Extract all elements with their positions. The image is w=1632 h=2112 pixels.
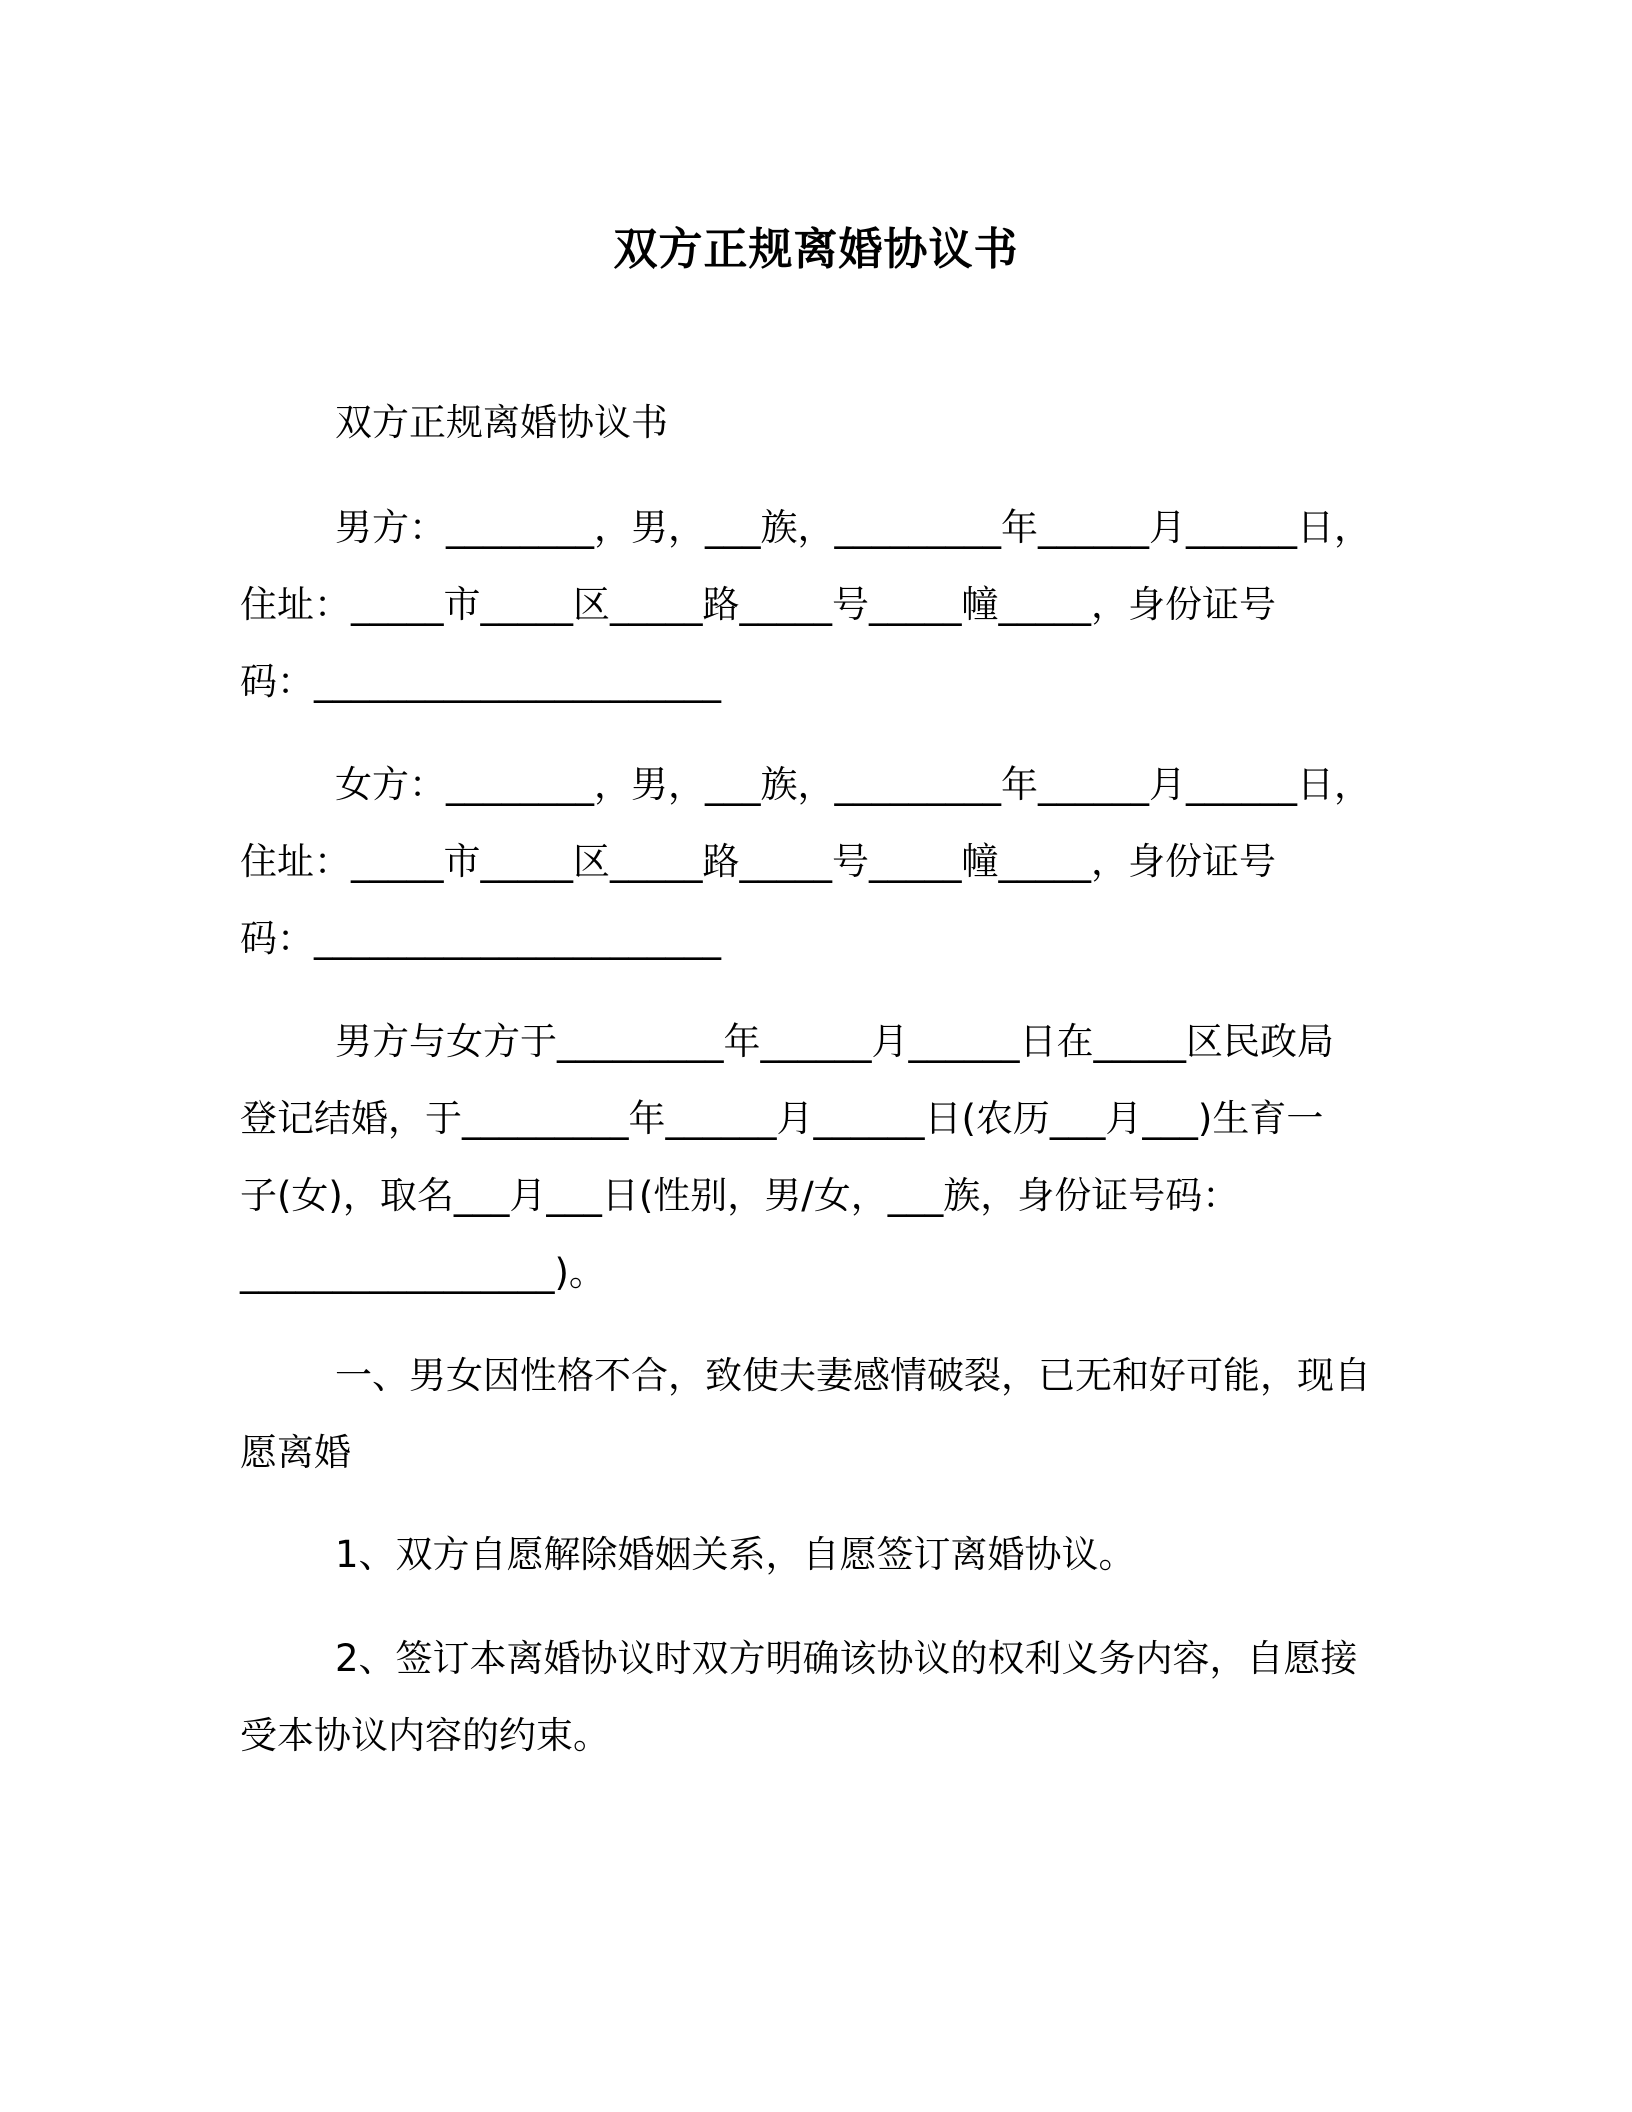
paragraph-subtitle [240,384,1400,461]
paragraph-clause-one [240,1337,1400,1491]
paragraph-line: 一、男女因性格不合，致使夫妻感情破裂，已无和好可能，现自 [335,1354,1371,1397]
paragraph-line: 2、签订本离婚协议时双方明确该协议的权利义务内容，自愿接 [335,1637,1358,1680]
paragraph-line: 登记结婚，于_________年______月______日(农历___月___)生育一 [240,1097,1324,1140]
paragraph-line: 码：______________________ [240,660,721,703]
document-title: 双方正规离婚协议书 [613,224,1019,275]
paragraph-line: 码：______________________ [240,917,721,960]
paragraph-line: 双方正规离婚协议书 [335,401,668,444]
paragraph-clause-1 [240,1516,1400,1593]
paragraph-line: 女方：________，男，___族，_________年______月______日， [335,763,1371,806]
paragraph-line: 男方与女方于_________年______月______日在_____区民政局 [335,1020,1334,1063]
paragraph-marriage-info [240,1003,1400,1311]
paragraph-line: 子(女)，取名___月___日(性别，男/女，___族，身份证号码： [240,1174,1240,1217]
paragraph-line: 住址：_____市_____区_____路_____号_____幢_____，身份证号 [240,840,1276,883]
paragraph-line: 愿离婚 [240,1431,351,1474]
paragraph-female-info [240,746,1400,977]
paragraph-line: 男方：________，男，___族，_________年______月______日， [335,506,1371,549]
paragraph-line: 1、双方自愿解除婚姻关系，自愿签订离婚协议。 [335,1533,1136,1576]
paragraph-clause-2 [240,1620,1400,1774]
paragraph-male-info [240,489,1400,720]
paragraph-line: 住址：_____市_____区_____路_____号_____幢_____，身份证号 [240,583,1276,626]
paragraph-line: 受本协议内容的约束。 [240,1714,610,1757]
paragraph-line: _________________)。 [240,1251,606,1294]
